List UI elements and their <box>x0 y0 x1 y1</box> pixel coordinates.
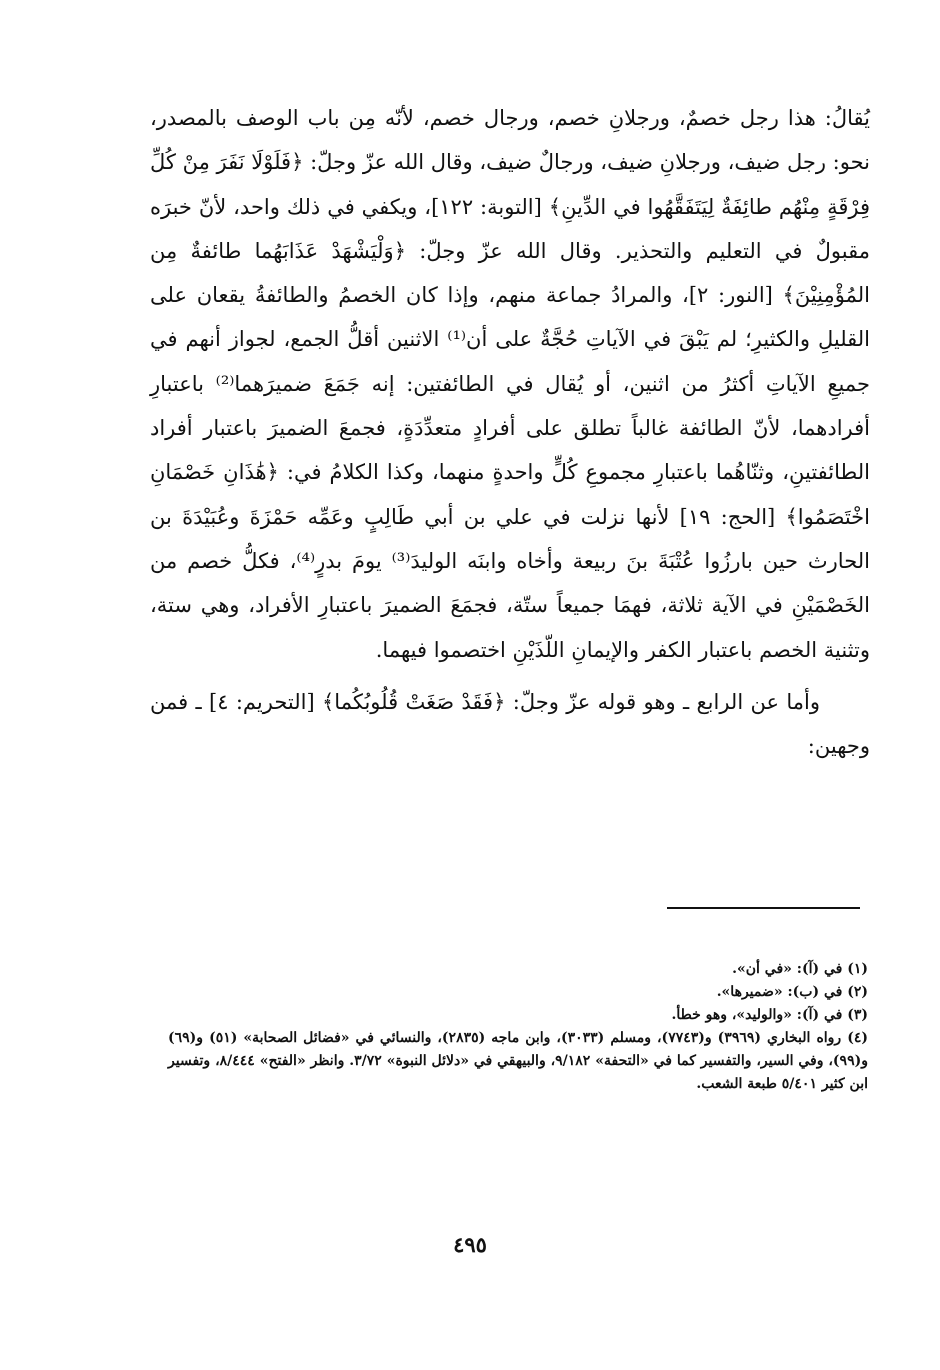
footnote-divider <box>667 907 860 909</box>
footnote: (٢) في (ب): «ضميرها». <box>716 984 868 1000</box>
body-paragraph: وأما عن الرابع ـ وهو قوله عزّ وجلّ: ﴿فَقَدْ صَغَتْ قُلُوبُكُما﴾ [التحريم: ٤] ـ فمن وجهين: <box>150 689 870 759</box>
main-text <box>150 96 870 768</box>
page-number: ٤٩٥ <box>453 1232 487 1257</box>
footnote: (٣) في (آ): «والوليد»، وهو خطأ. <box>671 1007 868 1023</box>
body-paragraph: يُقالُ: هذا رجل خصمٌ، ورجلانِ خصم، ورجال خصم، لأنّه مِن باب الوصف بالمصدر، نحو: رجل ضيف، ورجلانِ ضيف، ورجالٌ ضيف، وقال الله عزّ وجلّ: ﴿فَلَوْلَا نَفَرَ مِنْ كُلِّ فِرْقَةٍ مِنْهُم طائِفَةٌ لِيَتَفَقَّهُوا في الدِّينِ﴾ [التوبة: ١٢٢]، ويكفي في ذلك واحد، لأنّ خبرَه مقبولٌ في التعليم والتحذير. وقال الله عزّ وجلّ: ﴿وَلْيَشْهَدْ عَذَابَهُما طائفةٌ مِن المُؤْمِنِيْنَ﴾ [النور: ٢]، والمرادُ جماعة منهم، وإذا كان الخصمُ والطائفةُ يقعان على القليلِ والكثيرِ؛ لم يَبْقَ في الآياتِ حُجَّةٌ على أن⁽¹⁾ الاثنين أقلُّ الجمع، لجواز أنهم في جميعِ الآياتِ أكثرُ من اثنين، أو يُقال في الطائفتين: إنه جَمَعَ ضميرَهما⁽²⁾ باعتبارِ أفرادهما، لأنّ الطائفة غالباً تطلق على أفرادٍ متعدِّدَةٍ، فجمعَ الضميرَ باعتبار أفراد الطائفتينِ، وثنّاهُما باعتبارِ مجموعِ كُلٍّ واحدةٍ منهما، وكذا الكلامُ في: ﴿هَٰذَانِ خَصْمَانِ اخْتَصَمُوا﴾ [الحج: ١٩] لأنها نزلت في علي بن أبي طَالِبٍ وعَمِّه حَمْزَةَ وعُبَيْدَةَ بن الحارث حين بارزُوا عُتْبَةَ بنَ ربيعة وأخاه وابنَه الوليدَ⁽³⁾ يومَ بدرٍ⁽⁴⁾، فكلُّ خصم من الخَصْمَيْنِ في الآية ثلاثة، فهمَا جميعاً ستّة، فجمَعَ الضميرَ باعتبارِ الأفراد، وهي ستة، وتثنية الخصم باعتبار الكفر والإيمانِ اللّذَيْنِ اختصموا فيهما. <box>150 106 870 662</box>
footnote: (٤) رواه البخاري (٣٩٦٩) و(٧٧٤٣)، ومسلم (٣٠٣٣)، وابن ماجه (٢٨٣٥)، والنسائي في «فضائل الصحابة» (٥١) و(٦٩) و(٩٩)، وفي السير، والتفسير كما في «التحفة» ٩/١٨٢، والبيهقي في «دلائل النبوة» ٣/٧٢. وانظر «الفتح» ٨/٤٤٤، وتفسير ابن كثير ٥/٤٠١ طبعة الشعب. <box>168 1030 868 1092</box>
footnote: (١) في (آ): «في أن». <box>732 961 868 977</box>
footnotes <box>168 958 868 1096</box>
